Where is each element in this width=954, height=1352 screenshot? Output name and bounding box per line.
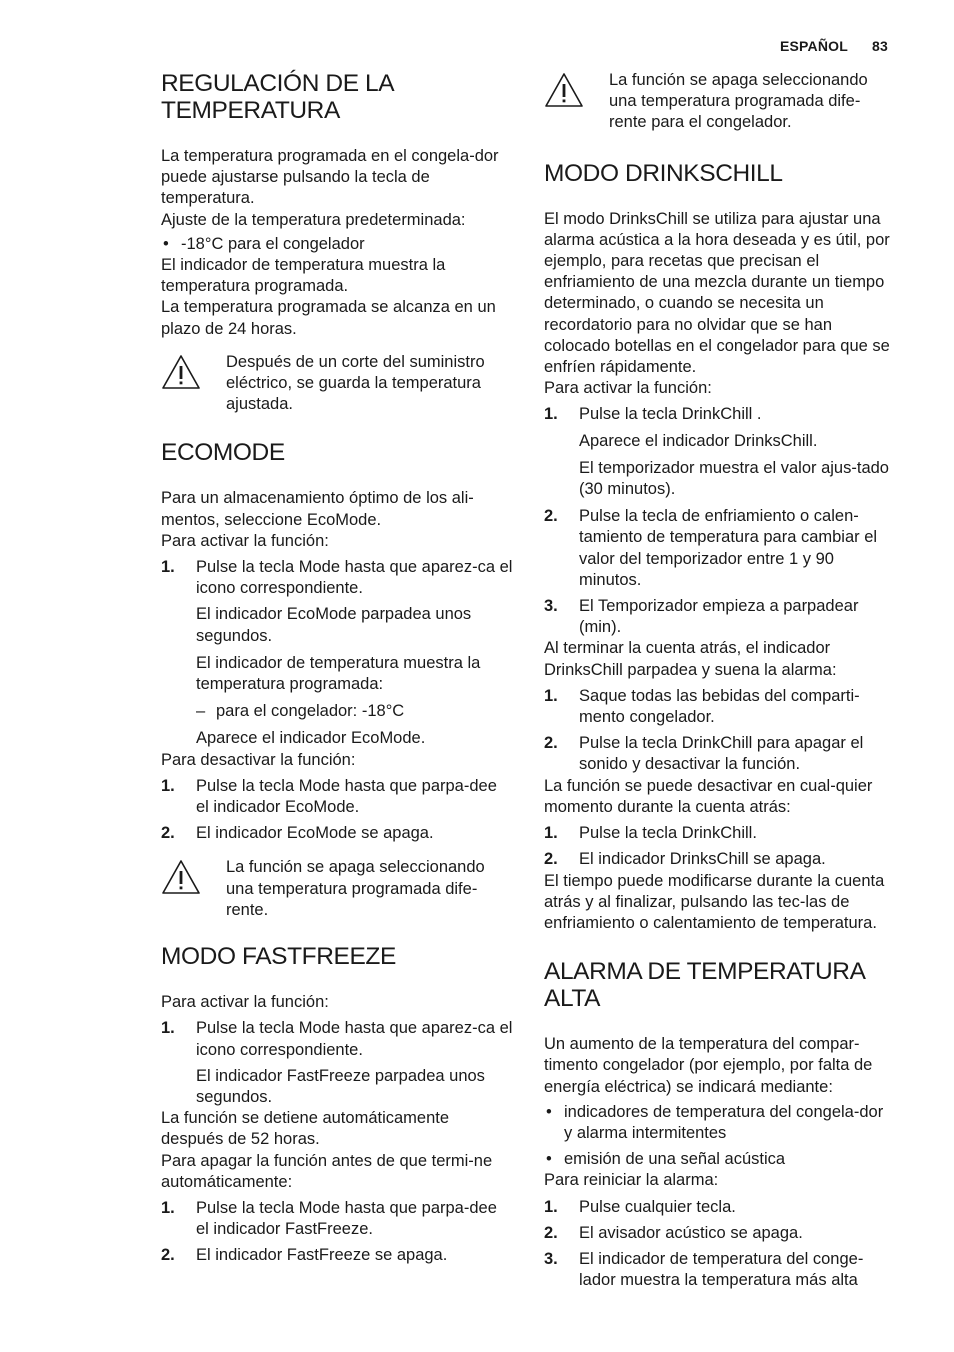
section-title-drinkschill: MODO DRINKSCHILL — [544, 159, 783, 187]
section-title-ecomode: ECOMODE — [161, 439, 285, 467]
paragraph: El indicador de temperatura muestra la temperatura programada. — [161, 256, 446, 296]
header-language: ESPAÑOL — [779, 38, 849, 54]
dash-item: – para el congelador: -18°C — [196, 702, 405, 721]
paragraph: La temperatura programada en el congela-dor puede ajustarse pulsando la tecla de temperatura. — [161, 147, 499, 208]
list-subtext: El temporizador muestra el valor ajus-tado (30 minutos). — [579, 458, 889, 499]
list-item: 3. El indicador de temperatura del conge-lador muestra la temperatura más alta — [544, 1249, 864, 1290]
paragraph: Para activar la función: — [161, 531, 329, 550]
list-item: 1. Pulse la tecla DrinkChill. — [544, 824, 757, 843]
list-item: 1. Pulse la tecla Mode hasta que parpa-dee el indicador FastFreeze. — [161, 1198, 497, 1239]
list-item: 1. Pulse la tecla Mode hasta que aparez-ca el icono correspondiente. — [161, 1019, 513, 1059]
section-title-fastfreeze: MODO FASTFREEZE — [161, 943, 396, 971]
list-item: 1. Pulse la tecla Mode hasta que parpa-dee el indicador EcoMode. — [161, 776, 497, 817]
paragraph: Para un almacenamiento óptimo de los ali-mentos, seleccione EcoMode. — [161, 489, 474, 529]
paragraph: Al terminar la cuenta atrás, el indicador DrinksChill parpadea y suena la alarma: — [544, 639, 837, 679]
list-subtext: El indicador de temperatura muestra la temperatura programada: — [196, 653, 481, 694]
paragraph: Para apagar la función antes de que termi-ne automáticamente: — [161, 1151, 493, 1191]
paragraph: Para reiniciar la alarma: — [544, 1171, 719, 1190]
section-title-alarma: ALARMA DE TEMPERATURA ALTA — [544, 958, 866, 1013]
warning-triangle-icon — [161, 859, 201, 895]
bullet-item: • emisión de una señal acústica — [546, 1150, 786, 1169]
list-subtext: El indicador EcoMode parpadea unos segundos. — [196, 605, 472, 645]
bullet-item: • -18°C para el congelador — [163, 234, 365, 253]
list-item: 3. El Temporizador empieza a parpadear (min). — [544, 597, 859, 637]
section-title-regulacion: REGULACIÓN DE LA TEMPERATURA — [161, 70, 395, 124]
list-item: 1. Pulse la tecla DrinkChill . — [544, 405, 762, 424]
page-number: 83 — [872, 38, 888, 54]
paragraph: Para activar la función: — [544, 379, 712, 398]
list-item: 2. El indicador DrinksChill se apaga. — [544, 850, 826, 869]
right-column — [544, 70, 896, 1296]
list-item: 2. Pulse la tecla DrinkChill para apagar el sonido y desactivar la función. — [544, 734, 864, 774]
bullet-item: • indicadores de temperatura del congela-dor y alarma intermitentes — [546, 1102, 884, 1142]
paragraph: Un aumento de la temperatura del compar-timento congelador (por ejemplo, por falta de energía eléctrica) se indicará mediante: — [544, 1035, 873, 1096]
list-subtext: Aparece el indicador EcoMode. — [196, 729, 426, 748]
list-item: 1. Pulse cualquier tecla. — [544, 1197, 736, 1216]
paragraph: La temperatura programada se alcanza en un plazo de 24 horas. — [161, 298, 496, 338]
list-item: 2. El indicador EcoMode se apaga. — [161, 824, 434, 843]
warning-triangle-icon — [161, 354, 201, 390]
list-item: 1. Saque todas las bebidas del comparti-mento congelador. — [544, 686, 860, 727]
warning-note: La función se apaga seleccionando una temperatura programada dife-rente. — [161, 857, 513, 921]
list-subtext: Aparece el indicador DrinksChill. — [579, 431, 818, 450]
warning-note: La función se apaga seleccionando una temperatura programada dife-rente para el congelador. — [544, 70, 896, 134]
list-item: 2. El indicador FastFreeze se apaga. — [161, 1246, 448, 1265]
paragraph: Ajuste de la temperatura predeterminada: — [161, 210, 466, 229]
paragraph: Para desactivar la función: — [161, 750, 356, 769]
paragraph: El tiempo puede modificarse durante la cuenta atrás y al finalizar, pulsando las tec-las de enfriamiento o calentamiento de temperatura. — [544, 871, 885, 932]
list-subtext: El indicador FastFreeze parpadea unos segundos. — [196, 1066, 485, 1106]
paragraph: Para activar la función: — [161, 993, 329, 1012]
paragraph: La función se puede desactivar en cual-quier momento durante la cuenta atrás: — [544, 776, 873, 816]
list-item: 2. Pulse la tecla de enfriamiento o calen-tamiento de temperatura para cambiar el valor del temporizador entre 1 y 90 minutos. — [544, 507, 878, 589]
warning-note: Después de un corte del suministro eléctrico, se guarda la temperatura ajustada. — [161, 352, 513, 416]
list-item: 2. El avisador acústico se apaga. — [544, 1223, 803, 1242]
paragraph: El modo DrinksChill se utiliza para ajustar una alarma acústica a la hora deseada y es útil, por ejemplo, para recetas que precisan el enfriamiento de una mezcla durante un tiempo determinado, o cuando se necesita un recordatorio para no olvidar que se han colocado botellas en el congelador para que se enfríen rápidamente. — [544, 209, 890, 377]
page-header — [780, 38, 888, 54]
left-column — [161, 70, 513, 1272]
paragraph: La función se detiene automáticamente después de 52 horas. — [161, 1109, 450, 1149]
list-item: 1. Pulse la tecla Mode hasta que aparez-ca el icono correspondiente. — [161, 558, 513, 598]
warning-triangle-icon — [544, 72, 584, 108]
